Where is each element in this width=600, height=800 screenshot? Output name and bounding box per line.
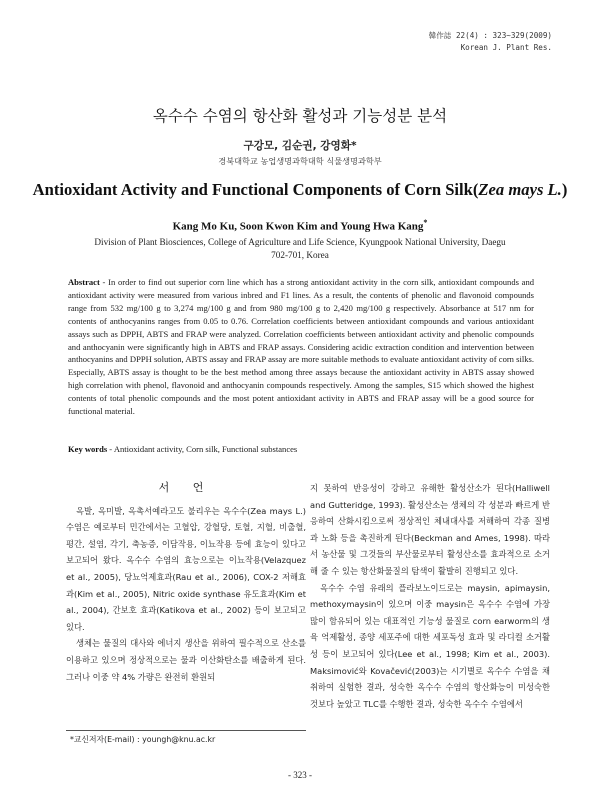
page-number: - 323 - (288, 770, 312, 780)
korean-authors: 구강모, 김순권, 강영화* (243, 140, 357, 152)
section-heading-introduction: 서 언 (158, 481, 214, 494)
english-title (0, 180, 600, 200)
journal-volume-line: 韓作誌 22(4) : 323~329(2009) (428, 31, 552, 40)
english-affiliation: Division of Plant Biosciences, College of Agriculture and Life Science, Kyungpook National University, Daegu 702-701, Korea (94, 237, 506, 260)
abstract-text: - In order to find out superior corn line which has a strong antioxidant activity in the corn silk, antioxidant compounds and antioxidant activity were measured from various inbred and F1 lines. As a result, the contents of phenolic and flavonoid compounds range from 532 mg/100 g to 3,274 mg/100 g and from 980 mg/100 g to 2,420 mg/100 g respectively. Absorbance at 517 nm for contents of anthocyanins ranges from 0.05 to 0.76. Correlation coefficients between antioxidant compounds and various antioxidant assays such as DPPH, ABTS and FRAP were analyzed. Correlation coefficients between antioxidant activity and phenolic compounds and anthocyanin were significantly high in ABTS and FRAP assays. Considering acidic extraction condition and intervention between anthocyanins and DPPH solution, ABTS assay and FRAP assay are more suitable methods to evaluate antioxidant activity of corn silks. Especially, ABTS assay is thought to be the best method among three assays because the antioxidant activity in ABTS assay showed high correlation with phenol, flavonoid and anthocyanin compounds respectively. Among the samples, S15 which showed the highest contents of total phenolic compounds and the most potent antioxidant activity in ABTS and FRAP assay will be a good source for functional material. (68, 277, 534, 417)
abstract-label: Abstract (68, 277, 100, 287)
corresponding-author-footnote: *교신저자(E-mail) : youngh@knu.ac.kr (70, 735, 216, 744)
english-authors (0, 218, 600, 233)
keywords-text: - Antioxidant activity, Corn silk, Functional substances (107, 444, 298, 454)
body-paragraph: 옥발, 옥미발, 옥촉서예라고도 불리우는 옥수수(Zea mays L.) 수염은 예로부터 민간에서는 고혈압, 강혈당, 토혈, 지혈, 비출혈, 평간, 설염, 각기, 축농증, 이담작용, 이뇨작용 등에 효능이 있다고 보고되어 왔다. 옥수수 수염의 효능으로는 이뇨작용(Velazquez et al., 2005), 당뇨억제효과(Rau et al., 2006), COX-2 저해효과(Kim et al., 2005), Nitric oxide synthase 유도효과(Kim et al., 2004), 간보호 효과(Katikova et al., 2002) 등이 보고되고 있다. (66, 505, 306, 632)
korean-affiliation: 경북대학교 농업생명과학대학 식물생명과학부 (218, 156, 382, 166)
footnote-divider (66, 730, 306, 731)
body-paragraph: 지 못하여 반응성이 강하고 유해한 활성산소가 된다(Halliwell and Gutteridge, 1993). 활성산소는 생체의 각 성분과 빠르게 반응하여 산화시킴으로써 정상적인 체내대사를 저해하여 각종 질병과 노화 등을 촉진하게 된다(Beckman and Ames, 1998). 따라서 농산물 및 그것들의 부산물로부터 활성산소를 효과적으로 소거해 줄 수 있는 항산화물질의 탐색이 활발히 진행되고 있다. (310, 483, 550, 576)
english-title-end: ) (561, 180, 568, 199)
journal-name-line: Korean J. Plant Res. (460, 43, 552, 52)
body-paragraph: 옥수수 수염 유래의 플라보노이드로는 maysin, apimaysin, methoxymaysin이 있으며 이중 maysin은 옥수수 수염에 가장 많이 함유되어 있는 대표적인 기능성 물질로 corn earworm의 생육 억제활성, 종양 세포주에 대한 세포독성 효과 및 라디컬 소거활성 등이 보고되어 있다(Lee et al., 1998; Kim et al., 2003). Maksimović와 Kovačević(2003)는 시기별로 옥수수 수염을 채취하여 실험한 결과, 성숙한 옥수수 수염의 항산화능이 미성숙한 것보다 높았고 TLC를 수행한 결과, 성숙한 옥수수 수염에서 (310, 582, 550, 709)
body-paragraph: 생체는 물질의 대사와 에너지 생산을 위하여 필수적으로 산소를 이용하고 있으며 정상적으로는 물과 이산화탄소를 배출하게 된다. 그러나 이중 약 4% 가량은 완전히 환원되 (66, 638, 306, 682)
keywords (68, 444, 534, 454)
english-title-species: Zea mays L. (478, 180, 562, 199)
korean-title: 옥수수 수염의 항산화 활성과 기능성분 분석 (152, 107, 448, 125)
english-title-main: Antioxidant Activity and Functional Components of Corn Silk( (32, 180, 479, 199)
english-author-names: Kang Mo Ku, Soon Kwon Kim and Young Hwa Kang (172, 220, 424, 233)
body-right-column (310, 480, 550, 712)
corresponding-author-mark: * (423, 218, 428, 227)
body-left-column (66, 462, 306, 685)
keywords-label: Key words (68, 444, 108, 454)
abstract (68, 276, 534, 418)
journal-reference (429, 30, 552, 54)
